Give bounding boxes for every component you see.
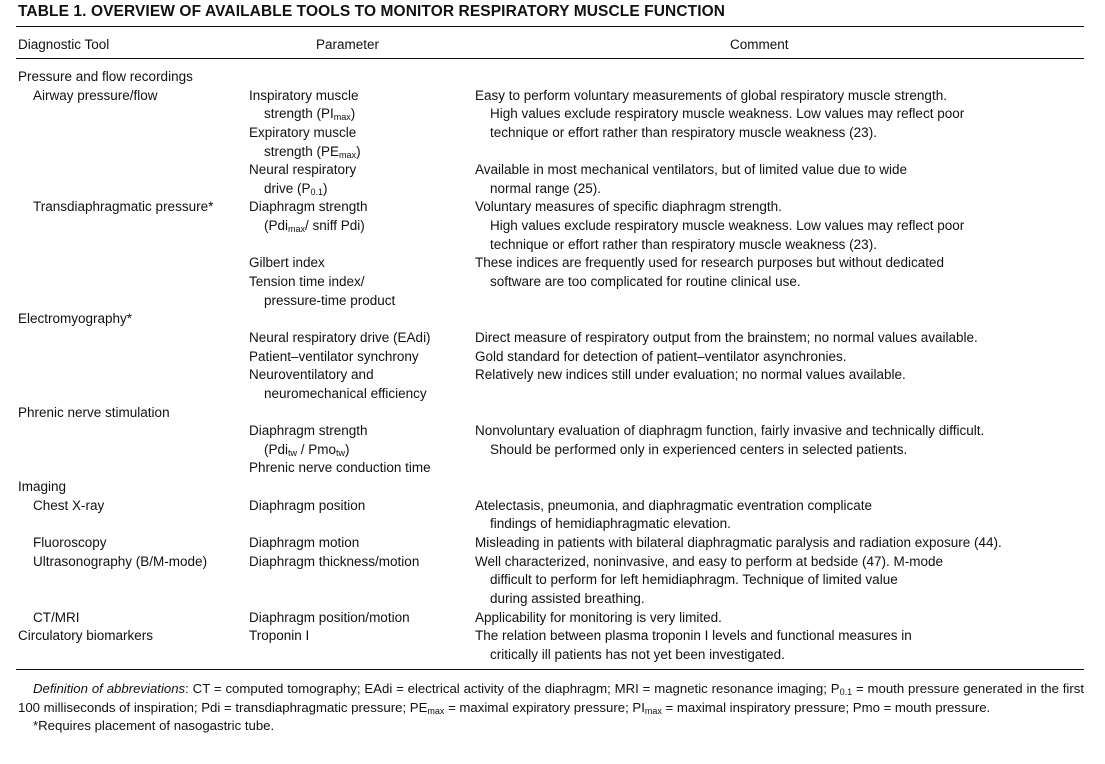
table-row: [0, 68, 1105, 87]
parameter-cell: Tension time index/: [249, 274, 365, 290]
comment-cell: normal range (25).: [490, 180, 602, 196]
table-row: [0, 646, 1105, 665]
table-row: [0, 515, 1105, 534]
comment-cell: Atelectasis, pneumonia, and diaphragmatic eventration complicate: [475, 497, 872, 513]
comment-cell: critically ill patients has not yet been investigated.: [490, 646, 785, 662]
parameter-cell: Inspiratory muscle: [249, 87, 359, 103]
table-row: [0, 198, 1105, 217]
comment-cell: Misleading in patients with bilateral diaphragmatic paralysis and radiation exposure (44).: [475, 535, 1002, 551]
diagnostic-tool-cell: Circulatory biomarkers: [18, 628, 154, 644]
diagnostic-tool-cell: Ultrasonography (B/M-mode): [33, 553, 208, 569]
table-body: [0, 68, 1105, 665]
diagnostic-tool-cell: Transdiaphragmatic pressure*: [33, 199, 214, 215]
column-header-comment: Comment: [730, 37, 789, 52]
table-row: [0, 87, 1105, 106]
table-row: [0, 217, 1105, 236]
parameter-cell: Diaphragm strength: [249, 199, 368, 215]
parameter-cell: Neural respiratory: [249, 162, 357, 178]
table-row: [0, 571, 1105, 590]
parameter-cell: Neuroventilatory and: [249, 367, 374, 383]
table-row: [0, 553, 1105, 572]
table-row: [0, 143, 1105, 162]
comment-cell: Applicability for monitoring is very limited.: [475, 609, 722, 625]
parameter-cell: Neural respiratory drive (EAdi): [249, 329, 431, 345]
parameter-cell: (Pdi$_{tw}$ / Pmo$_{tw}$): [264, 441, 350, 458]
table-title: TABLE 1. OVERVIEW OF AVAILABLE TOOLS TO MONITOR RESPIRATORY MUSCLE FUNCTION: [18, 3, 726, 20]
table-row: [0, 441, 1105, 460]
diagnostic-tool-cell: Chest X-ray: [33, 497, 105, 513]
table-row: [0, 534, 1105, 553]
comment-cell: Should be performed only in experienced centers in selected patients.: [490, 441, 908, 457]
definition-label: Definition of abbreviations: [33, 681, 186, 696]
parameter-cell: pressure-time product: [264, 292, 396, 308]
parameter-cell: Patient–ventilator synchrony: [249, 348, 419, 364]
diagnostic-tool-cell: Airway pressure/flow: [33, 87, 158, 103]
table-row: [0, 404, 1105, 423]
nasogastric-footnote: *Requires placement of nasogastric tube.: [33, 718, 275, 734]
table-row: [0, 478, 1105, 497]
table-footnotes: [18, 680, 1084, 736]
table-row: [0, 273, 1105, 292]
parameter-cell: Diaphragm position/motion: [249, 609, 410, 625]
definitions-text: : CT = computed tomography; EAdi = electrical activity of the diaphragm; MRI = magnetic resonance imaging; $P_{0.1}$ = mouth pressure generated in the first 100 milliseconds of inspiration; Pdi = transdiaphragmatic pressure; $PE_{max}$ = maximal expiratory pressure; $PI_{max}$ = maximal inspiratory pressure; Pmo = mouth pressure.: [18, 681, 1085, 716]
table-row: [0, 366, 1105, 385]
parameter-cell: Diaphragm position: [249, 497, 366, 513]
bottom-rule: [16, 669, 1084, 670]
comment-cell: findings of hemidiaphragmatic elevation.: [490, 516, 731, 532]
comment-cell: High values exclude respiratory muscle weakness. Low values may reflect poor: [490, 106, 965, 122]
table-row: [0, 609, 1105, 628]
parameter-cell: drive $(P_{0.1})$: [264, 180, 328, 197]
comment-cell: The relation between plasma troponin I levels and functional measures in: [475, 628, 912, 644]
table-row: [0, 236, 1105, 255]
comment-cell: These indices are frequently used for research purposes but without dedicated: [475, 255, 945, 271]
header-rule: [16, 58, 1084, 59]
top-rule: [16, 26, 1084, 27]
comment-cell: Relatively new indices still under evaluation; no normal values available.: [475, 367, 906, 383]
comment-cell: Gold standard for detection of patient–ventilator asynchronies.: [475, 348, 847, 364]
comment-cell: technique or effort rather than respiratory muscle weakness (23).: [490, 236, 877, 252]
parameter-cell: Gilbert index: [249, 255, 325, 271]
table-row: [0, 459, 1105, 478]
diagnostic-tool-cell: Electromyography*: [18, 311, 133, 327]
table-row: [0, 329, 1105, 348]
table-row: [0, 385, 1105, 404]
comment-cell: Available in most mechanical ventilators, but of limited value due to wide: [475, 162, 907, 178]
abbreviation-definitions: [18, 680, 1084, 717]
comment-cell: High values exclude respiratory muscle weakness. Low values may reflect poor: [490, 218, 965, 234]
parameter-cell: neuromechanical efficiency: [264, 385, 427, 401]
comment-cell: during assisted breathing.: [490, 590, 645, 606]
parameter-cell: Troponin I: [249, 628, 310, 644]
table-row: [0, 161, 1105, 180]
table-row: [0, 254, 1105, 273]
diagnostic-tool-cell: CT/MRI: [33, 609, 80, 625]
comment-cell: Voluntary measures of specific diaphragm strength.: [475, 199, 782, 215]
parameter-cell: (Pdi$_{max}$/ sniff Pdi): [264, 218, 365, 235]
comment-cell: software are too complicated for routine clinical use.: [490, 274, 801, 290]
parameter-cell: Expiratory muscle: [249, 124, 357, 140]
diagnostic-tool-cell: Pressure and flow recordings: [18, 69, 193, 84]
table-row: [0, 310, 1105, 329]
diagnostic-tool-cell: Phrenic nerve stimulation: [18, 404, 170, 420]
table-row: [0, 627, 1105, 646]
comment-cell: Well characterized, noninvasive, and easy to perform at bedside (47). M-mode: [475, 553, 943, 569]
table-row: [0, 590, 1105, 609]
diagnostic-tool-cell: Fluoroscopy: [33, 535, 107, 551]
parameter-cell: strength $(PE_{max})$: [264, 143, 361, 160]
parameter-cell: Diaphragm motion: [249, 535, 360, 551]
table-row: [0, 124, 1105, 143]
parameter-cell: Diaphragm thickness/motion: [249, 553, 420, 569]
comment-cell: Easy to perform voluntary measurements of global respiratory muscle strength.: [475, 87, 947, 103]
parameter-cell: strength $(PI_{max})$: [264, 106, 356, 123]
table-row: [0, 292, 1105, 311]
comment-cell: Nonvoluntary evaluation of diaphragm function, fairly invasive and technically difficult.: [475, 423, 985, 439]
parameter-cell: Diaphragm strength: [249, 423, 368, 439]
table-row: [0, 422, 1105, 441]
comment-cell: difficult to perform for left hemidiaphragm. Technique of limited value: [490, 572, 898, 588]
diagnostic-tool-cell: Imaging: [18, 479, 67, 495]
table-row: [0, 348, 1105, 367]
table-row: [0, 105, 1105, 124]
parameter-cell: Phrenic nerve conduction time: [249, 460, 431, 476]
column-header-tool: Diagnostic Tool: [18, 37, 110, 52]
comment-cell: Direct measure of respiratory output from the brainstem; no normal values available.: [475, 329, 978, 345]
table-row: [0, 497, 1105, 516]
table-row: [0, 180, 1105, 199]
column-header-parameter: Parameter: [316, 37, 380, 52]
comment-cell: technique or effort rather than respiratory muscle weakness (23).: [490, 124, 877, 140]
